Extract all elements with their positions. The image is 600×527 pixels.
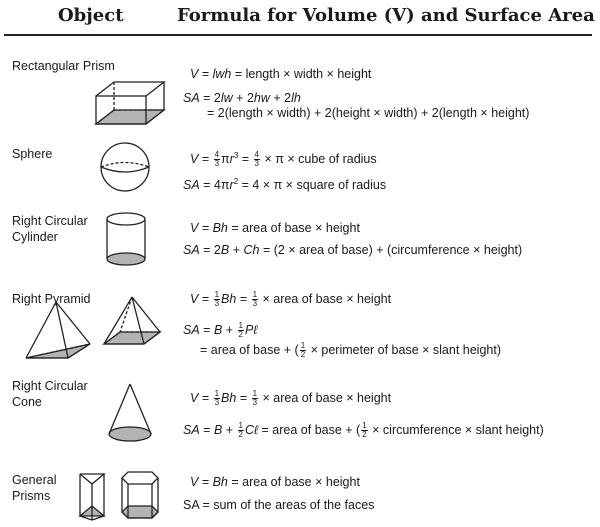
square-pyramid-icon: [100, 294, 164, 350]
formula-volume-pyramid: V = $\frac{1}{3}$ Bh = $\frac{1}{3}$ × area of base × height: [190, 290, 392, 309]
sphere-icon: [98, 140, 154, 196]
formula-volume-general-prisms: V = Bh = area of base × height: [190, 475, 360, 489]
row-name-pyramid: Right Pyramid: [12, 292, 91, 306]
formula-area-cylinder: SA = 2B + Ch = (2 × area of base) + (circumference × height): [183, 243, 523, 257]
formula-area-pyramid: SA = B + $\frac{1}{2}$ Pℓ: [183, 321, 258, 340]
rectangular-prism-icon: [92, 78, 172, 128]
cylinder-icon: [106, 210, 150, 270]
formula-volume-rectangular-prism: V = lwh = length × width × height: [190, 67, 372, 81]
formula-area-general-prisms: SA = sum of the areas of the faces: [183, 498, 375, 512]
pyramid-icon: [22, 298, 94, 364]
triangular-prism-icon: [76, 470, 110, 522]
row-name-cone: Right Circular Cone: [12, 379, 88, 409]
column-header-formula: Formula for Volume (V) and Surface Area: [177, 5, 595, 26]
cone-icon: [106, 382, 156, 446]
formula-area-expanded-pyramid: = area of base + ( $\frac{1}{2}$ × perimeter of base × slant height): [200, 341, 502, 360]
formula-volume-sphere: V = $\frac{4}{3}$ $\pi r^3$ = $\frac{4}{3}$ × π × cube of radius: [190, 150, 377, 169]
formula-volume-cylinder: V = Bh = area of base × height: [190, 221, 360, 235]
formula-area-cone: SA = B + $\frac{1}{2}$ Cℓ = area of base + ( $\frac{1}{2}$ × circumference × slant height): [183, 421, 544, 440]
formula-area-sphere: SA = $4\pi r^2 = 4 \times \pi$ × square of radius: [183, 177, 387, 193]
row-name-general-prisms: General Prisms: [12, 473, 57, 503]
row-name-cylinder: Right Circular Cylinder: [12, 214, 88, 244]
formula-volume-cone: V = $\frac{1}{3}$ Bh = $\frac{1}{3}$ × area of base × height: [190, 389, 392, 408]
formula-area-expanded-rectangular-prism: = 2(length × width) + 2(height × width) + 2(length × height): [207, 106, 530, 120]
hexagonal-prism-icon: [118, 470, 164, 522]
column-header-object: Object: [58, 5, 124, 26]
row-name-sphere: Sphere: [12, 147, 53, 161]
formula-area-rectangular-prism: SA = 2lw + 2hw + 2lh: [183, 91, 301, 105]
row-name-rectangular-prism: Rectangular Prism: [12, 59, 115, 73]
header-divider: [4, 34, 592, 36]
